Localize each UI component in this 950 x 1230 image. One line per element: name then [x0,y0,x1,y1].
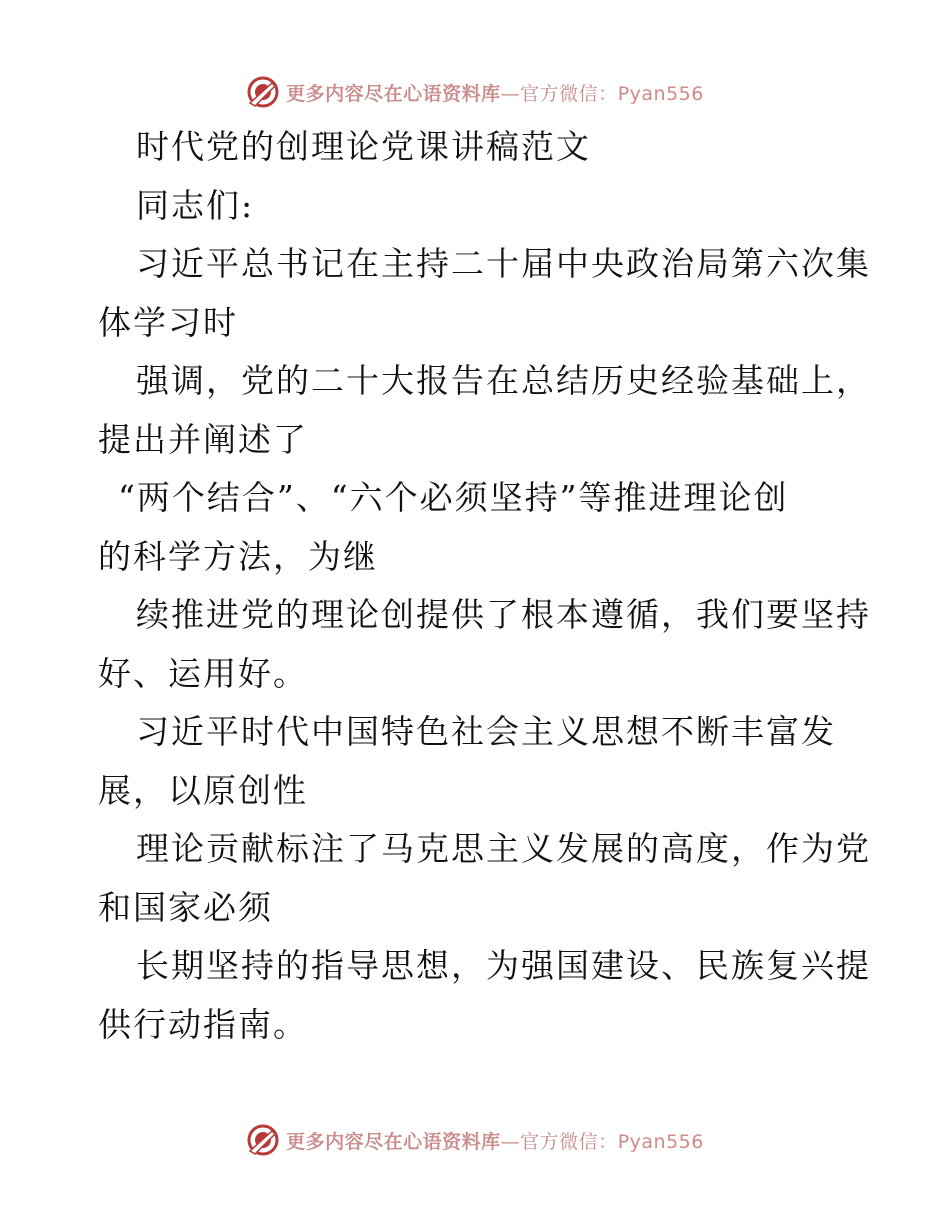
watermark-separator: — [500,82,521,105]
watermark-text [286,1127,704,1154]
pen-seal-logo-icon [246,1123,280,1157]
pen-seal-logo-icon [246,75,280,109]
paragraph-line: 好、运用好。 [98,653,308,693]
paragraph-line: 强调，党的二十大报告在总结历史经验基础上， [136,361,871,400]
watermark-separator: — [500,1130,521,1153]
watermark-official-label: 官方微信： [520,1130,618,1153]
document-title: 时代党的创理论党课讲稿范文 [136,127,591,166]
watermark-wechat-id: Pyan556 [617,1130,704,1153]
watermark-text [286,79,704,106]
paragraph-line: 续推进党的理论创提供了根本遵循，我们要坚持 [136,595,871,634]
paragraph-line: 和国家必须 [98,887,273,927]
paragraph-line: “两个结合”、“六个必须坚持”等推进理论创 [118,478,789,517]
paragraph-line: 习近平总书记在主持二十届中央政治局第六次集 [136,244,871,283]
watermark-wechat-id: Pyan556 [617,82,704,105]
header-watermark [0,72,950,112]
paragraph-line: 展，以原创性 [98,770,308,810]
paragraph-line: 长期坚持的指导思想，为强国建设、民族复兴提 [136,946,871,985]
paragraph-line: 供行动指南。 [98,1004,308,1044]
paragraph-line: 体学习时 [98,302,238,342]
paragraph-line: 提出并阐述了 [98,419,308,459]
paragraph-line: 理论贡献标注了马克思主义发展的高度，作为党 [136,829,871,868]
document-body [98,118,871,1054]
watermark-main-text: 更多内容尽在心语资料库 [286,82,501,105]
paragraph-line: 同志们: [136,185,255,225]
paragraph-line: 的科学方法，为继 [98,536,378,576]
watermark-main-text: 更多内容尽在心语资料库 [286,1130,501,1153]
footer-watermark [0,1120,950,1160]
paragraph-line: 习近平时代中国特色社会主义思想不断丰富发 [136,712,836,751]
watermark-official-label: 官方微信： [520,82,618,105]
